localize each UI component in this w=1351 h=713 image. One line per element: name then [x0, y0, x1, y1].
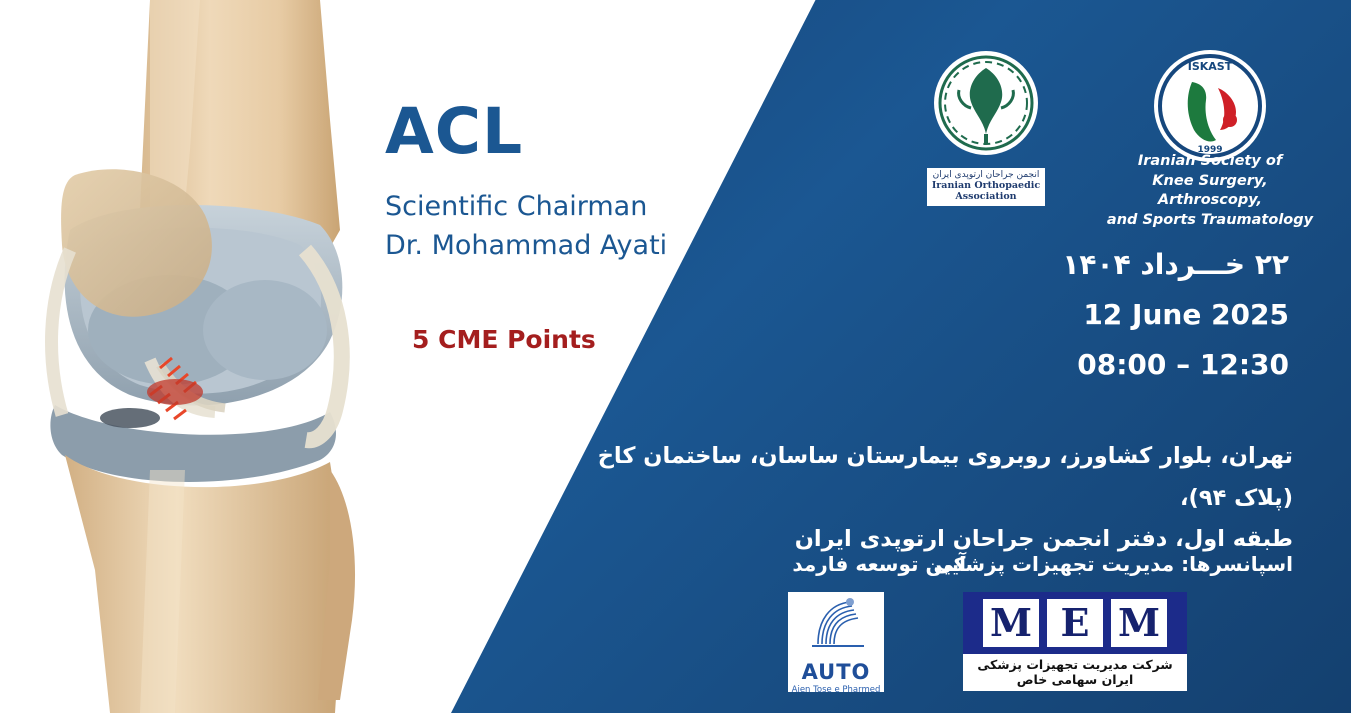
chairman-name: Dr. Mohammad Ayati [385, 230, 668, 262]
ioa-caption-en-1: Iranian Orthopaedic [931, 180, 1041, 191]
mem-letter-3: M [1111, 599, 1167, 647]
page-title: ACL [385, 95, 524, 168]
iskast-caption-line-1: Iranian Society of [1137, 153, 1283, 169]
sponsors-heading-right: اسپانسرها: مدیریت تجهیزات پزشکی [933, 552, 1293, 576]
auto-subtitle: Aien Tose e Pharmed [791, 685, 881, 695]
venue-address [563, 436, 1293, 561]
address-line-1: تهران، بلوار کشاورز، روبروی بیمارستان ساسان، ساختمان کاخ (پلاک ۹۴)، [597, 443, 1293, 511]
iskast-caption [1100, 152, 1320, 230]
ioa-seal-icon [927, 48, 1045, 164]
auto-wordmark: AUTO [801, 660, 871, 684]
mem-letter-1: M [983, 599, 1039, 647]
auto-mark-icon [788, 592, 884, 654]
ioa-caption-en-2: Association [955, 191, 1017, 202]
mem-sponsor-logo [963, 592, 1203, 691]
event-time: 08:00 – 12:30 [1077, 348, 1289, 381]
iskast-seal-icon [1152, 48, 1268, 164]
iskast-year-text: 1999 [1197, 145, 1223, 155]
date-gregorian: 12 June 2025 [1083, 298, 1289, 331]
chairman-block [385, 187, 715, 265]
mem-caption: شرکت مدیریت تجهیزات پزشکی ایران سهامی خاص [963, 654, 1187, 691]
iskast-logo [1152, 48, 1268, 164]
role-label: Scientific Chairman [385, 191, 648, 222]
mem-logo-mark [963, 592, 1187, 654]
date-persian: ۲۲ خـــرداد ۱۴۰۴ [1062, 248, 1289, 281]
headline-block [385, 95, 715, 265]
event-date-block [1062, 248, 1289, 381]
iskast-mark-text: ISKAST [1187, 60, 1233, 73]
auto-sponsor-logo [788, 592, 884, 695]
iranian-orthopaedic-association-logo [927, 48, 1045, 202]
knee-anatomy-illustration [0, 0, 390, 713]
iskast-caption-line-3: and Sports Traumatology [1106, 211, 1314, 228]
cme-points-badge: 5 CME Points [412, 325, 596, 354]
address-line-2: طبقه اول، دفتر انجمن جراحان ارتوپدی ایران [794, 526, 1293, 553]
ioa-caption-fa: انجمن جراحان ارتوپدی ایران [932, 170, 1040, 180]
mem-letter-2: E [1047, 599, 1103, 647]
iskast-caption-line-2: Knee Surgery, Arthroscopy, [1152, 172, 1268, 209]
sponsors-heading-left: آیین توسعه فارمد [792, 552, 966, 576]
